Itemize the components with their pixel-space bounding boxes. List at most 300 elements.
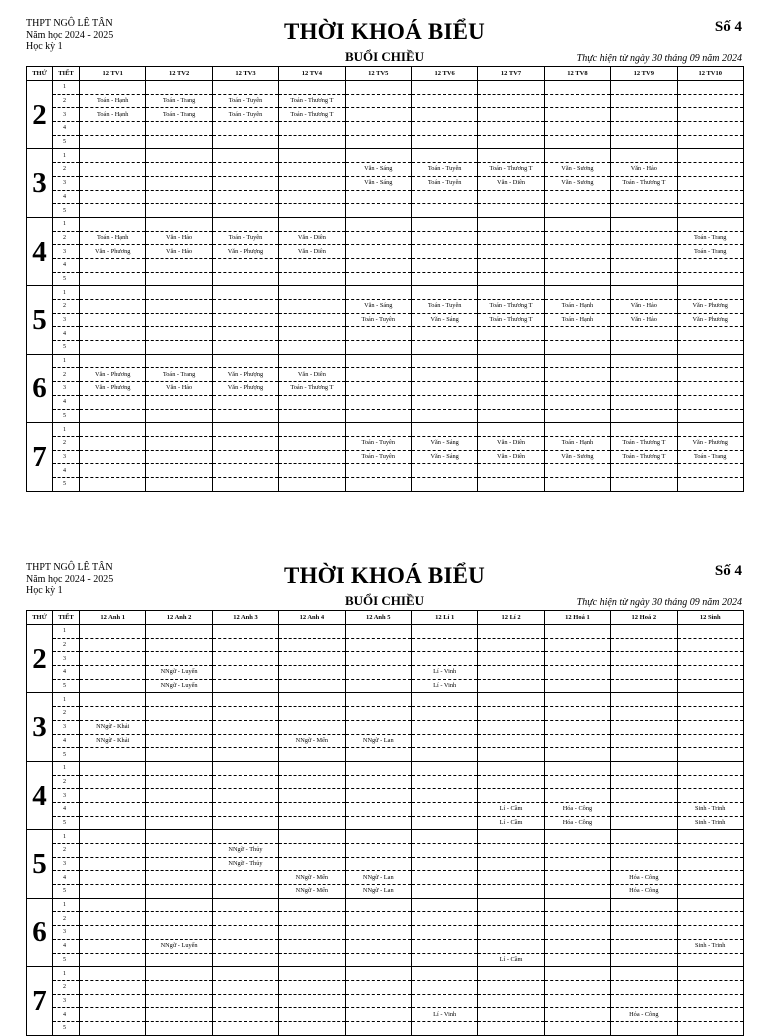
lesson-cell: Văn - Hảo (611, 300, 677, 314)
lesson-cell (279, 898, 345, 912)
lesson-cell (677, 693, 743, 707)
lesson-cell (478, 734, 544, 748)
lesson-cell: Hóa - Công (611, 1008, 677, 1022)
school-year: Năm học 2024 - 2025 (26, 29, 114, 41)
lesson-cell (212, 395, 278, 409)
lesson-cell: Văn - Phượng (212, 245, 278, 259)
lesson-cell (411, 464, 477, 478)
lesson-cell (279, 272, 345, 286)
lesson-cell (411, 190, 477, 204)
lesson-cell (212, 450, 278, 464)
lesson-cell (677, 761, 743, 775)
sheet-number: Số 4 (714, 563, 742, 579)
lesson-cell (212, 912, 278, 926)
lesson-cell (345, 652, 411, 666)
lesson-cell (146, 926, 212, 940)
lesson-cell (80, 341, 146, 355)
lesson-cell (212, 638, 278, 652)
lesson-cell (544, 652, 610, 666)
lesson-cell (80, 81, 146, 95)
lesson-cell (677, 775, 743, 789)
table-row (27, 926, 744, 940)
lesson-cell (544, 638, 610, 652)
lesson-cell (279, 190, 345, 204)
lesson-cell (212, 341, 278, 355)
table-row (27, 775, 744, 789)
lesson-cell (611, 217, 677, 231)
lesson-cell (146, 464, 212, 478)
lesson-cell: NNgữ - Thủy (212, 857, 278, 871)
lesson-cell (212, 748, 278, 762)
lesson-cell (146, 341, 212, 355)
lesson-cell (611, 775, 677, 789)
lesson-cell (478, 1021, 544, 1035)
lesson-cell (478, 994, 544, 1008)
table-row (27, 734, 744, 748)
lesson-cell (345, 122, 411, 136)
lesson-cell (611, 395, 677, 409)
lesson-cell: Văn - Sương (544, 450, 610, 464)
lesson-cell (677, 190, 743, 204)
lesson-cell (279, 423, 345, 437)
lesson-cell (677, 652, 743, 666)
lesson-cell (146, 258, 212, 272)
table-row (27, 176, 744, 190)
lesson-cell (544, 190, 610, 204)
lesson-cell (212, 789, 278, 803)
lesson-cell (677, 286, 743, 300)
lesson-cell (611, 149, 677, 163)
lesson-cell (212, 980, 278, 994)
lesson-cell: Toán - Trang (146, 108, 212, 122)
lesson-cell (411, 980, 477, 994)
lesson-cell (279, 748, 345, 762)
period-number: 1 (53, 625, 80, 639)
lesson-cell (544, 149, 610, 163)
lesson-cell (677, 176, 743, 190)
lesson-cell (212, 354, 278, 368)
lesson-cell (411, 720, 477, 734)
lesson-cell (80, 135, 146, 149)
lesson-cell (146, 898, 212, 912)
lesson-cell (345, 638, 411, 652)
lesson-cell (611, 953, 677, 967)
lesson-cell: Sinh - Trinh (677, 802, 743, 816)
lesson-cell (677, 994, 743, 1008)
lesson-cell (212, 81, 278, 95)
lesson-cell (279, 122, 345, 136)
lesson-cell (478, 190, 544, 204)
lesson-cell (611, 748, 677, 762)
lesson-cell (212, 898, 278, 912)
lesson-cell (478, 857, 544, 871)
lesson-cell (80, 217, 146, 231)
lesson-cell: Toán - Thương T (611, 450, 677, 464)
lesson-cell (146, 450, 212, 464)
lesson-cell (478, 693, 544, 707)
lesson-cell (544, 272, 610, 286)
lesson-cell (279, 980, 345, 994)
column-header-class: 12 Hoá 1 (544, 611, 610, 625)
lesson-cell (677, 81, 743, 95)
table-row (27, 341, 744, 355)
lesson-cell (80, 258, 146, 272)
lesson-cell: Hóa - Công (611, 871, 677, 885)
lesson-cell (411, 327, 477, 341)
column-header-class: 12 Anh 4 (279, 611, 345, 625)
lesson-cell (544, 423, 610, 437)
lesson-cell: Văn - Hảo (146, 245, 212, 259)
lesson-cell: NNgữ - Khải (80, 720, 146, 734)
lesson-cell (146, 163, 212, 177)
lesson-cell (146, 625, 212, 639)
lesson-cell (611, 857, 677, 871)
lesson-cell (80, 857, 146, 871)
lesson-cell (611, 423, 677, 437)
table-row (27, 761, 744, 775)
lesson-cell (146, 327, 212, 341)
lesson-cell (80, 652, 146, 666)
lesson-cell (544, 354, 610, 368)
period-number: 2 (53, 163, 80, 177)
lesson-cell: Toán - Trang (677, 231, 743, 245)
lesson-cell (80, 816, 146, 830)
lesson-cell (544, 409, 610, 423)
table-row (27, 354, 744, 368)
lesson-cell (212, 190, 278, 204)
day-label: 6 (27, 898, 53, 966)
lesson-cell (80, 693, 146, 707)
lesson-cell (611, 327, 677, 341)
period-number: 1 (53, 761, 80, 775)
lesson-cell (212, 286, 278, 300)
table-row (27, 423, 744, 437)
lesson-cell (279, 395, 345, 409)
lesson-cell (478, 679, 544, 693)
semester: Học kỳ 1 (26, 41, 63, 52)
lesson-cell (411, 477, 477, 491)
lesson-cell (611, 679, 677, 693)
lesson-cell (279, 163, 345, 177)
lesson-cell (212, 313, 278, 327)
period-number: 1 (53, 217, 80, 231)
lesson-cell: Văn - Phương (677, 436, 743, 450)
lesson-cell (677, 341, 743, 355)
lesson-cell (279, 666, 345, 680)
lesson-cell (478, 464, 544, 478)
lesson-cell (478, 844, 544, 858)
lesson-cell (611, 926, 677, 940)
lesson-cell: Hóa - Công (611, 885, 677, 899)
lesson-cell: NNgữ - Luyến (146, 679, 212, 693)
table-row (27, 313, 744, 327)
lesson-cell (544, 980, 610, 994)
lesson-cell (411, 816, 477, 830)
lesson-cell (478, 775, 544, 789)
period-number: 5 (53, 477, 80, 491)
day-label: 6 (27, 354, 53, 422)
lesson-cell: Lí - Cầm (478, 816, 544, 830)
lesson-cell (611, 734, 677, 748)
lesson-cell (478, 354, 544, 368)
lesson-cell (212, 953, 278, 967)
lesson-cell (611, 258, 677, 272)
lesson-cell (478, 830, 544, 844)
lesson-cell (478, 382, 544, 396)
lesson-cell: Toán - Thương T (611, 436, 677, 450)
lesson-cell (345, 912, 411, 926)
lesson-cell (677, 926, 743, 940)
lesson-cell (611, 204, 677, 218)
lesson-cell (212, 204, 278, 218)
lesson-cell (80, 272, 146, 286)
lesson-cell (345, 720, 411, 734)
table-row (27, 953, 744, 967)
page-title: THỜI KHOÁ BIỂU (284, 19, 485, 44)
table-row (27, 1008, 744, 1022)
lesson-cell (544, 994, 610, 1008)
period-number: 4 (53, 666, 80, 680)
lesson-cell (611, 245, 677, 259)
lesson-cell: Toán - Thương T (611, 176, 677, 190)
lesson-cell (611, 625, 677, 639)
lesson-cell: Văn - Sáng (411, 436, 477, 450)
lesson-cell (411, 898, 477, 912)
table-row (27, 108, 744, 122)
lesson-cell (611, 967, 677, 981)
sheet-number: Số 4 (714, 19, 742, 35)
lesson-cell (345, 789, 411, 803)
lesson-cell (212, 666, 278, 680)
lesson-cell (345, 190, 411, 204)
lesson-cell (345, 217, 411, 231)
lesson-cell (544, 707, 610, 721)
lesson-cell (80, 638, 146, 652)
effective-date: Thực hiện từ ngày 30 tháng 09 năm 2024 (576, 597, 742, 608)
period-number: 1 (53, 149, 80, 163)
lesson-cell (212, 885, 278, 899)
period-number: 3 (53, 789, 80, 803)
lesson-cell (411, 912, 477, 926)
table-row (27, 857, 744, 871)
lesson-cell (345, 666, 411, 680)
table-row (27, 912, 744, 926)
period-number: 4 (53, 190, 80, 204)
lesson-cell (478, 423, 544, 437)
lesson-cell: Toán - Trang (677, 450, 743, 464)
lesson-cell: Toán - Tuyên (411, 300, 477, 314)
lesson-cell (279, 1021, 345, 1035)
lesson-cell (611, 135, 677, 149)
lesson-cell (677, 885, 743, 899)
lesson-cell (146, 748, 212, 762)
column-header-class: 12 Anh 1 (80, 611, 146, 625)
period-number: 5 (53, 679, 80, 693)
table-row (27, 286, 744, 300)
lesson-cell (80, 1021, 146, 1035)
table-row (27, 748, 744, 762)
lesson-cell (677, 857, 743, 871)
lesson-cell (345, 802, 411, 816)
table-row (27, 149, 744, 163)
lesson-cell (411, 734, 477, 748)
lesson-cell (478, 409, 544, 423)
period-number: 3 (53, 720, 80, 734)
lesson-cell (345, 108, 411, 122)
lesson-cell (345, 830, 411, 844)
lesson-cell (80, 464, 146, 478)
lesson-cell (478, 967, 544, 981)
lesson-cell (80, 666, 146, 680)
period-number: 2 (53, 94, 80, 108)
lesson-cell (411, 108, 477, 122)
lesson-cell (146, 286, 212, 300)
lesson-cell (478, 761, 544, 775)
lesson-cell (212, 761, 278, 775)
lesson-cell: Văn - Hảo (611, 163, 677, 177)
lesson-cell (212, 163, 278, 177)
lesson-cell (212, 816, 278, 830)
day-label: 5 (27, 830, 53, 898)
lesson-cell (80, 761, 146, 775)
lesson-cell (544, 327, 610, 341)
lesson-cell: Toán - Tuyên (345, 436, 411, 450)
lesson-cell (146, 816, 212, 830)
lesson-cell (345, 382, 411, 396)
lesson-cell (279, 857, 345, 871)
lesson-cell (146, 638, 212, 652)
lesson-cell (279, 300, 345, 314)
lesson-cell (80, 204, 146, 218)
lesson-cell (677, 204, 743, 218)
lesson-cell (544, 967, 610, 981)
lesson-cell: Toán - Tuyên (212, 231, 278, 245)
lesson-cell (544, 245, 610, 259)
lesson-cell (146, 409, 212, 423)
lesson-cell (611, 81, 677, 95)
session-subtitle: BUỔI CHIỀU (344, 593, 425, 608)
table-row (27, 163, 744, 177)
lesson-cell (345, 816, 411, 830)
table-row (27, 939, 744, 953)
lesson-cell (279, 994, 345, 1008)
period-number: 5 (53, 272, 80, 286)
lesson-cell: Văn - Sáng (411, 450, 477, 464)
lesson-cell (478, 625, 544, 639)
lesson-cell: Sinh - Trinh (677, 939, 743, 953)
lesson-cell (611, 477, 677, 491)
period-number: 1 (53, 286, 80, 300)
period-number: 3 (53, 450, 80, 464)
lesson-cell: NNgữ - Mến (279, 885, 345, 899)
lesson-cell (212, 871, 278, 885)
lesson-cell (80, 163, 146, 177)
lesson-cell (146, 477, 212, 491)
lesson-cell (411, 638, 477, 652)
lesson-cell (611, 108, 677, 122)
period-number: 2 (53, 775, 80, 789)
lesson-cell (478, 108, 544, 122)
lesson-cell (478, 638, 544, 652)
lesson-cell: Văn - Phương (677, 300, 743, 314)
lesson-cell: Toán - Hạnh (544, 436, 610, 450)
lesson-cell (478, 94, 544, 108)
table-row (27, 81, 744, 95)
lesson-cell (345, 341, 411, 355)
lesson-cell (80, 190, 146, 204)
table-row (27, 231, 744, 245)
table-row (27, 272, 744, 286)
lesson-cell (80, 994, 146, 1008)
lesson-cell (345, 857, 411, 871)
period-number: 3 (53, 245, 80, 259)
table-row (27, 898, 744, 912)
lesson-cell: Văn - Diên (478, 176, 544, 190)
lesson-cell (279, 789, 345, 803)
school-name: THPT NGÔ LÊ TÂN (26, 562, 113, 573)
lesson-cell (544, 857, 610, 871)
column-header-class: 12 TV6 (411, 67, 477, 81)
lesson-cell (411, 994, 477, 1008)
day-label: 4 (27, 217, 53, 285)
period-number: 1 (53, 423, 80, 437)
lesson-cell: Văn - Sáng (345, 300, 411, 314)
lesson-cell (146, 436, 212, 450)
lesson-cell (80, 939, 146, 953)
lesson-cell (279, 149, 345, 163)
lesson-cell (80, 802, 146, 816)
lesson-cell (146, 857, 212, 871)
lesson-cell (80, 844, 146, 858)
lesson-cell (544, 217, 610, 231)
school-name: THPT NGÔ LÊ TÂN (26, 18, 113, 29)
lesson-cell (611, 912, 677, 926)
lesson-cell (80, 625, 146, 639)
lesson-cell (478, 707, 544, 721)
lesson-cell (146, 775, 212, 789)
lesson-cell (611, 720, 677, 734)
lesson-cell: NNgữ - Luyến (146, 939, 212, 953)
lesson-cell (80, 395, 146, 409)
lesson-cell (279, 830, 345, 844)
lesson-cell (212, 272, 278, 286)
lesson-cell (146, 81, 212, 95)
lesson-cell (345, 395, 411, 409)
column-header-class: 12 TV3 (212, 67, 278, 81)
column-header-class: 12 TV2 (146, 67, 212, 81)
lesson-cell (345, 761, 411, 775)
lesson-cell (411, 802, 477, 816)
lesson-cell (345, 327, 411, 341)
lesson-cell: Lí - Vinh (411, 666, 477, 680)
lesson-cell (677, 409, 743, 423)
lesson-cell (611, 409, 677, 423)
lesson-cell (146, 912, 212, 926)
day-label: 4 (27, 761, 53, 829)
lesson-cell (146, 204, 212, 218)
lesson-cell: Văn - Diên (279, 231, 345, 245)
lesson-cell (80, 789, 146, 803)
lesson-cell (279, 652, 345, 666)
lesson-cell (411, 409, 477, 423)
lesson-cell (677, 980, 743, 994)
lesson-cell: Toán - Hạnh (544, 300, 610, 314)
lesson-cell: Văn - Diên (279, 245, 345, 259)
lesson-cell (345, 994, 411, 1008)
period-number: 2 (53, 638, 80, 652)
table-row (27, 885, 744, 899)
lesson-cell: Toán - Hạnh (544, 313, 610, 327)
